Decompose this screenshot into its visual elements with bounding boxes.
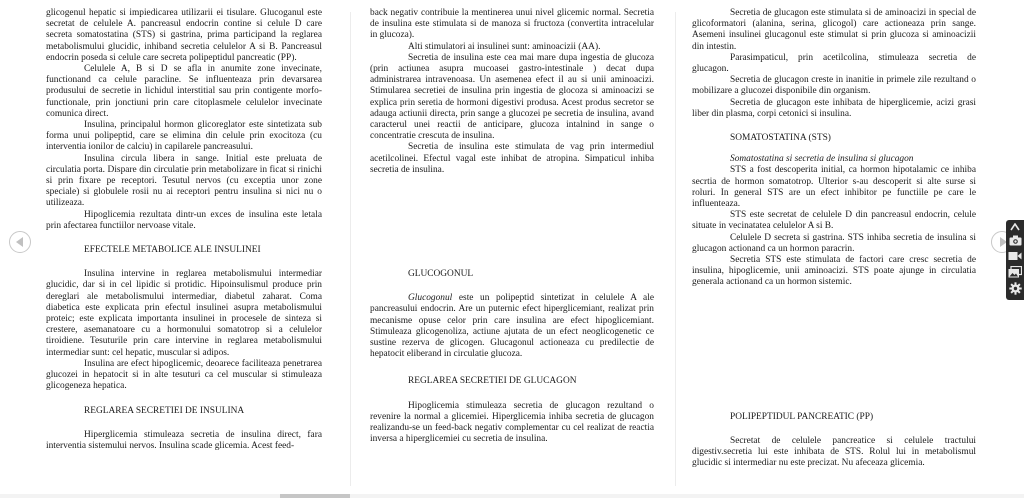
gear-icon xyxy=(1009,282,1022,295)
spacer xyxy=(370,176,654,258)
horizontal-scrollbar[interactable] xyxy=(0,494,1024,498)
scrollbar-thumb[interactable] xyxy=(280,494,350,498)
italic-term: Glucogonul xyxy=(408,293,453,304)
paragraph-text: este un polipeptid sintetizat in celulele A ale pancreasului endocrin. Are un puternic efect hiperglicemiant, realizat prin mecanisme opuse celor prin care insulina are efect hipoglicemiant. Stimuleaza glicogenoliza, actiune ajutata de un efect neoglicogenetic ce sustine rezerva de glicogen. Glucagonul actioneaza cu predilectie de hepatocit eliberand in circulatie glucoza. xyxy=(370,293,654,360)
column-divider xyxy=(675,12,676,486)
expand-toolbar-button[interactable] xyxy=(1007,222,1023,232)
paragraph: back negativ contribuie la mentinerea unui nivel glicemic normal. Secretia de insulina este stimulata si de manoza si fructoza (convertita intracelular in glucoza). xyxy=(370,8,654,41)
section-heading: EFECTELE METABOLICE ALE INSULINEI xyxy=(84,245,261,256)
paragraph: Insulina are efect hipoglicemic, deoarece faciliteaza penetrarea glucozei in hepatocit si in alte tesuturi ca cel muscular si stimuleaza glicogeneza hepatica. xyxy=(46,358,322,392)
text-column-3 xyxy=(692,8,976,469)
paragraph: Secretia de insulina este stimulata de vag prin intermediul acetilcolinei. Efectul vagal este inhibat de atropina. Simpaticul inhiba secretia de insulina. xyxy=(370,142,654,175)
paragraph: glicogenul hepatic si impiedicarea utilizarii ei tisulare. Glucoganul este secretat de celulele A. pancreasul endocrin contine si celule D care secreta somatostatina (STS) si gastrina, prima participand la reglarea metabolismului glucidic, inhiband secretia celulelor A si B. Pancreasul endocrin poseda si celule care secreta polipeptidul pancreatic (PP). xyxy=(46,8,322,63)
settings-button[interactable] xyxy=(1007,280,1023,296)
section-heading: GLUCOGONUL xyxy=(408,269,474,280)
paragraph: Insulina intervine in reglarea metabolismului intermediar glucidic, dar si in cel lipidic si protidic. Hipoinsulismul produce prin dereglari ale metabolismului intermediar, diabetul zaharat. Coma diabetica este explicata prin efectul insulinei asupra metabolismului proteic; este explicata importanta insulinei in procesele de sinteza si crestere, asemanatoare cu a hormonului somatotrop si a celulelor tiroidiene. Tesuturile prin care intervine in reglarea metabolismului intermediar sunt: cel hepatic, muscular si adipos. xyxy=(46,269,322,358)
paragraph: Celulele A, B si D se afla in anumite zone invecinate, functionand ca celule paracline. Se influenteaza prin devarsarea produsului de secretie in lichidul interstitial sau prin contigente morfo-functionale, prin jonctiuni prin care citoplasmele celulelor invecinate comunica direct. xyxy=(46,64,322,119)
paragraph: Hipoglicemia stimuleaza secretia de glucagon rezultand o revenire la normal a glicemiei. Hiperglicemia inhiba secretia de glucagon realizandu-se un feed-back negativ complementar cu cel realizat de reactia inversa a hiperglicemiei cu secretia de insulina. xyxy=(370,400,654,445)
paragraph: Secretia de glucagon este inhibata de hiperglicemie, acizi grasi liber din plasma, corpi cetonici si insulina. xyxy=(692,97,976,119)
paragraph: Secretat de celulele pancreatice si celulele tractului digestiv.secretia lui este inhibata de STS. Rolul lui in metabolismul glucidic si intermediar nu este precizat. Nu afeceaza glicemia. xyxy=(692,435,976,469)
paragraph: Hiperglicemia stimuleaza secretia de insulina direct, fara interventia sistemului nervos. Insulina scade glicemia. Acest feed- xyxy=(46,429,322,451)
expand-icon xyxy=(1010,223,1020,231)
column-divider xyxy=(350,12,351,486)
image-gallery-icon xyxy=(1008,266,1022,278)
paragraph: STS este secretat de celulele D din pancreasul endocrin, celule situate in vecinatatea celulelor A si B. xyxy=(692,210,976,232)
paragraph: Secretia de glucagon este stimulata si de aminoacizi in special de glicoformatori (alanina, serina, glicogol) care actioneaza prin sange. Asemeni insulinei glucagonul este stimulat si prin glucoza si aminoacizii din intestin. xyxy=(692,8,976,52)
video-camera-icon xyxy=(1008,251,1022,261)
gallery-button[interactable] xyxy=(1007,264,1023,280)
section-heading: POLIPEPTIDUL PANCREATIC (PP) xyxy=(730,411,874,422)
paragraph: Insulina circula libera in sange. Initial este preluata de circulatia porta. Dispare din circulatie prin metabolizare in ficat si rinichi si prin fixare pe receptori. Tesutul nervos (cu exceptia unor zone speciale) si globulele rosii nu ai receptori pentru insulina si nici nu o utilizeaza. xyxy=(46,153,322,209)
paragraph: Secretia de insulina este cea mai mare dupa ingestia de glucoza (prin actiunea asupra mucoasei gastro-intestinale ) decat dupa administrarea intravenoasa. Un asemenea efect il au si unii aminoacizi. Stimularea secretiei de insulina prin ingestia de glocoza si aminoacizi se explica prin seretia de hormoni digestivi produsa. Acest produs secretor se adauga actiunii directa, prin sange a glucozei pe secretia de insulina, avand caracterul unei reactii de anticipare, glucoza intalnind in sange o concentratie crescuta de insulina. xyxy=(370,52,654,142)
paragraph: Parasimpaticul, prin acetilcolina, stimuleaza secretia de glucagon. xyxy=(692,52,976,75)
record-video-button[interactable] xyxy=(1007,248,1023,264)
section-heading: SOMATOSTATINA (STS) xyxy=(730,133,831,144)
paragraph: Celulele D secreta si gastrina. STS inhiba secretia de insulina si glucagon actionand ca un hormon paracrin. xyxy=(692,232,976,254)
paragraph: Insulina, principalul hormon glicoreglator este sintetizata sub forma unui polipeptid, care se elimina din celule prin exocitoza (cu interventia ionilor de calciu) in capilarele pancreasului. xyxy=(46,120,322,153)
text-column-1 xyxy=(46,8,322,452)
paragraph: Alti stimulatori ai insulinei sunt: aminoacizii (AA). xyxy=(408,41,601,52)
paragraph: Secretia STS este stimulata de factori care cresc secretia de insulina, hipoglicemie, unii aminoacizi. STS poate ajunge in circulatia generala actionand ca un hormon sistemic. xyxy=(692,255,976,288)
screenshot-button[interactable] xyxy=(1007,232,1023,248)
section-heading: REGLAREA SECRETIEI DE INSULINA xyxy=(84,405,245,416)
paragraph xyxy=(370,293,654,360)
spacer xyxy=(692,289,976,401)
camera-icon xyxy=(1009,235,1022,246)
paragraph: Hipoglicemia rezultata dintr-un exces de insulina este letala prin afectarea functiilor nervoase vitale. xyxy=(46,209,322,231)
subsection-heading: Somatostatina si secretia de insulina si glucagon xyxy=(730,154,914,165)
text-column-2 xyxy=(370,8,654,445)
previous-page-button[interactable] xyxy=(9,231,31,253)
section-heading: REGLAREA SECRETIEI DE GLUCAGON xyxy=(408,376,577,387)
side-toolbar xyxy=(1006,220,1024,300)
paragraph: STS a fost descoperita initial, ca hormon hipotalamic ce inhiba secrtia de hormon somatotrop. Ulterior s-au descoperit si alte surse si roluri. In general STS are un efect inhibitor pe functiile pe care le influenteaza. xyxy=(692,165,976,210)
paragraph: Secretia de glucagon creste in inanitie in primele zile rezultand o mobilizare a glucozei disponibile din organism. xyxy=(692,75,976,97)
chevron-left-icon xyxy=(16,237,23,247)
